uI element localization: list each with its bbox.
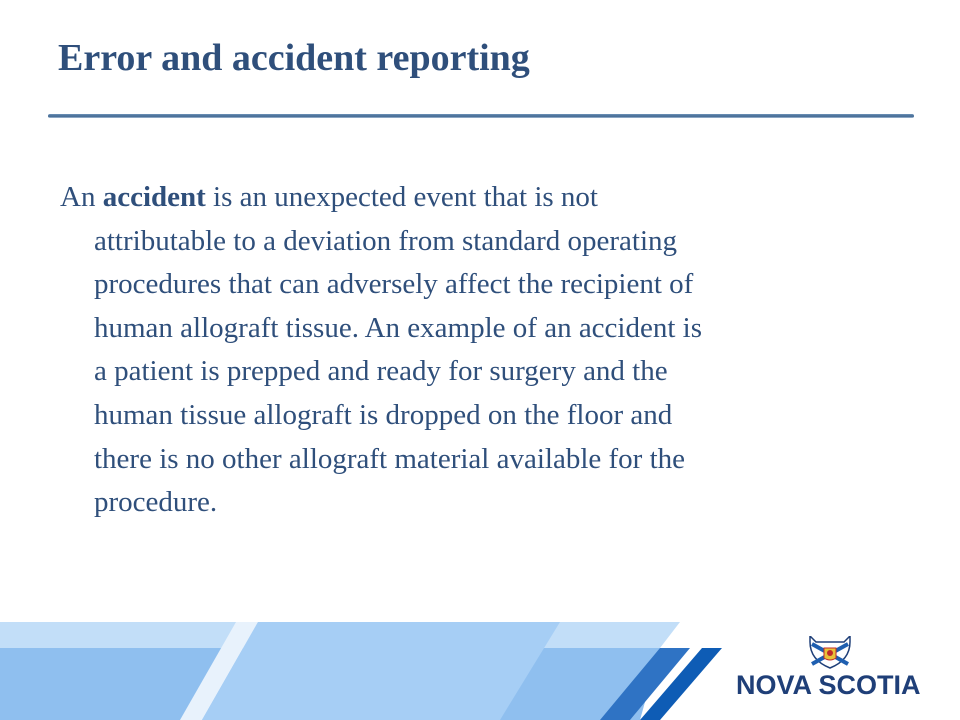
band-light-panel <box>202 622 560 720</box>
body-text-suffix: is an unexpected event that is not <box>205 181 598 213</box>
logo-wordmark: NOVA SCOTIA <box>736 670 921 700</box>
body-line-8: procedure. <box>94 486 218 519</box>
slide-title: Error and accident reporting <box>58 37 530 79</box>
body-line-7: there is no other allograft material available for the <box>94 442 686 475</box>
body-line-4: human allograft tissue. An example of an accident is <box>94 311 703 344</box>
body-line-2: attributable to a deviation from standard operating <box>94 224 678 257</box>
body-line-5: a patient is prepped and ready for surgery and the <box>94 355 668 388</box>
body-text-prefix: An <box>60 181 103 213</box>
body-line-3: procedures that can adversely affect the recipient of <box>94 268 694 301</box>
body-line-6: human tissue allograft is dropped on the floor and <box>94 398 673 431</box>
accident-term: accident <box>102 181 206 213</box>
nova-scotia-logo <box>732 636 932 706</box>
